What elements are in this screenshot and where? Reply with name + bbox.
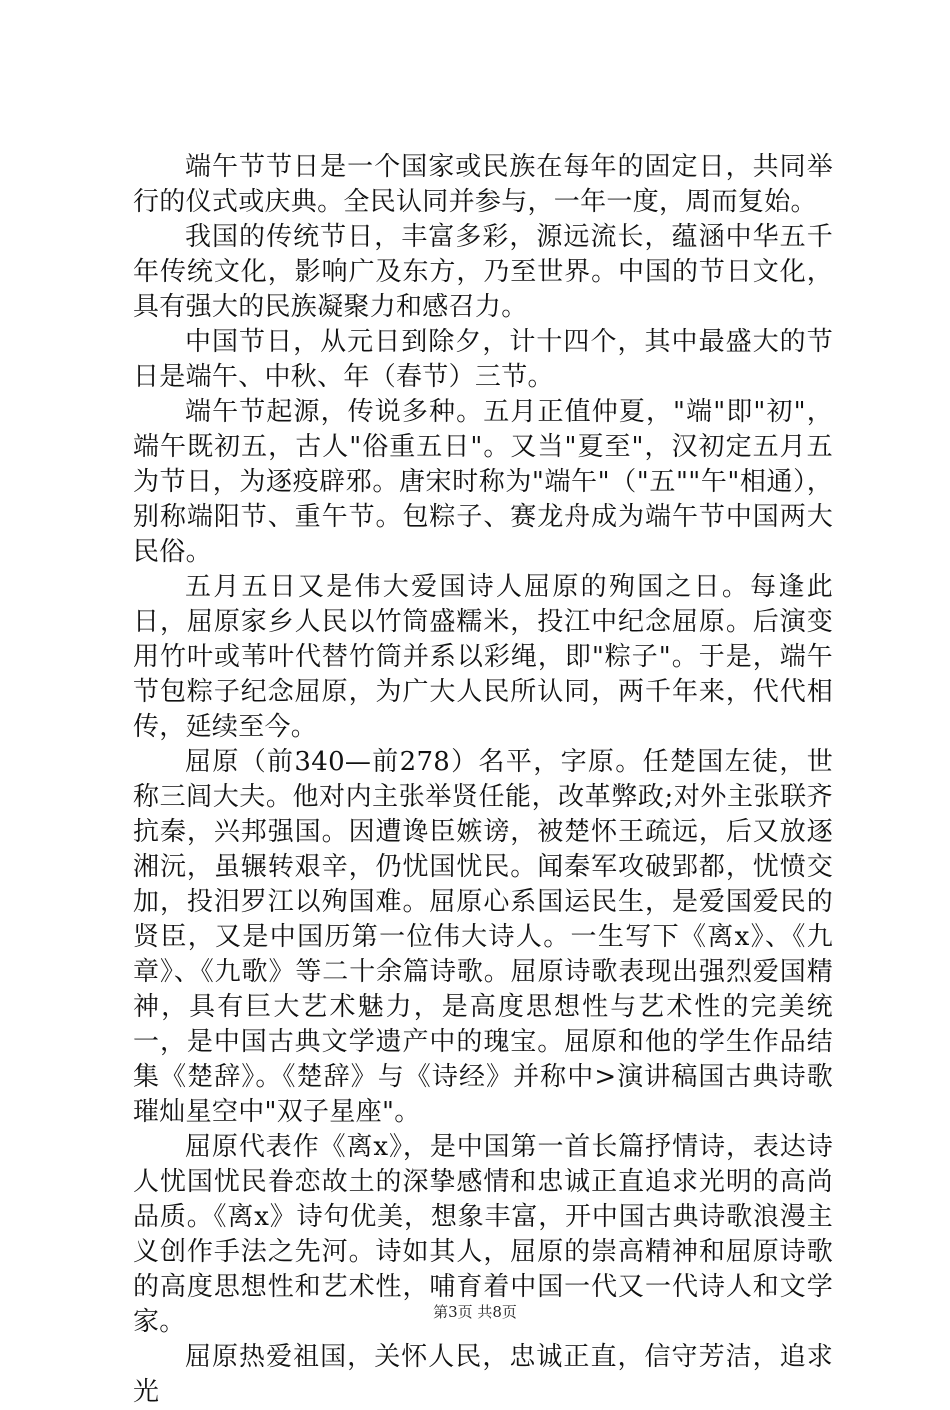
paragraph-3: 中国节日，从元日到除夕，计十四个，其中最盛大的节日是端午、中秋、年（春节）三节。: [133, 327, 833, 392]
paragraph-8: 屈原热爱祖国，关怀人民，忠诚正直，信守芳洁，追求光: [133, 1342, 833, 1407]
paragraph-1: 端午节节日是一个国家或民族在每年的固定日，共同举行的仪式或庆典。全民认同并参与，一年一度，周而复始。: [133, 152, 833, 217]
paragraph-6: 屈原（前340—前278）名平，字原。任楚国左徒，世称三闾大夫。他对内主张举贤任能，改革弊政;对外主张联齐抗秦，兴邦强国。因遭谗臣嫉谤，被楚怀王疏远，后又放逐湘沅，虽辗转艰辛，仍忧国忧民。闻秦军攻破郢都，忧愤交加，投汨罗江以殉国难。屈原心系国运民生，是爱国爱民的贤臣，又是中国历第一位伟大诗人。一生写下《离x》、《九章》、《九歌》等二十余篇诗歌。屈原诗歌表现出强烈爱国精神，具有巨大艺术魅力，是高度思想性与艺术性的完美统一，是中国古典文学遗产中的瑰宝。屈原和他的学生作品结集《楚辞》。《楚辞》与《诗经》并称中>演讲稿国古典诗歌璀灿星空中"双子星座"。: [133, 747, 833, 1127]
paragraph-5: 五月五日又是伟大爱国诗人屈原的殉国之日。每逢此日，屈原家乡人民以竹筒盛糯米，投江中纪念屈原。后演变用竹叶或苇叶代替竹筒并系以彩绳，即"粽子"。于是，端午节包粽子纪念屈原，为广大人民所认同，两千年来，代代相传，延续至今。: [133, 572, 833, 742]
document-body: [133, 150, 833, 1410]
paragraph-7: 屈原代表作《离x》，是中国第一首长篇抒情诗，表达诗人忧国忧民眷恋故土的深挚感情和忠诚正直追求光明的高尚品质。《离x》诗句优美，想象丰富，开中国古典诗歌浪漫主义创作手法之先河。诗如其人，屈原的崇高精神和屈原诗歌的高度思想性和艺术性，哺育着中国一代又一代诗人和文学家。: [133, 1132, 833, 1337]
paragraph-2: 我国的传统节日，丰富多彩，源远流长，蕴涵中华五千年传统文化，影响广及东方，乃至世界。中国的节日文化，具有强大的民族凝聚力和感召力。: [133, 222, 833, 322]
page-footer: 第3页 共8页: [433, 1303, 517, 1321]
paragraph-4: 端午节起源，传说多种。五月正值仲夏，"端"即"初"，端午既初五，古人"俗重五日"。又当"夏至"，汉初定五月五为节日，为逐疫辟邪。唐宋时称为"端午"（"五""午"相通），别称端阳节、重午节。包粽子、赛龙舟成为端午节中国两大民俗。: [133, 397, 833, 567]
